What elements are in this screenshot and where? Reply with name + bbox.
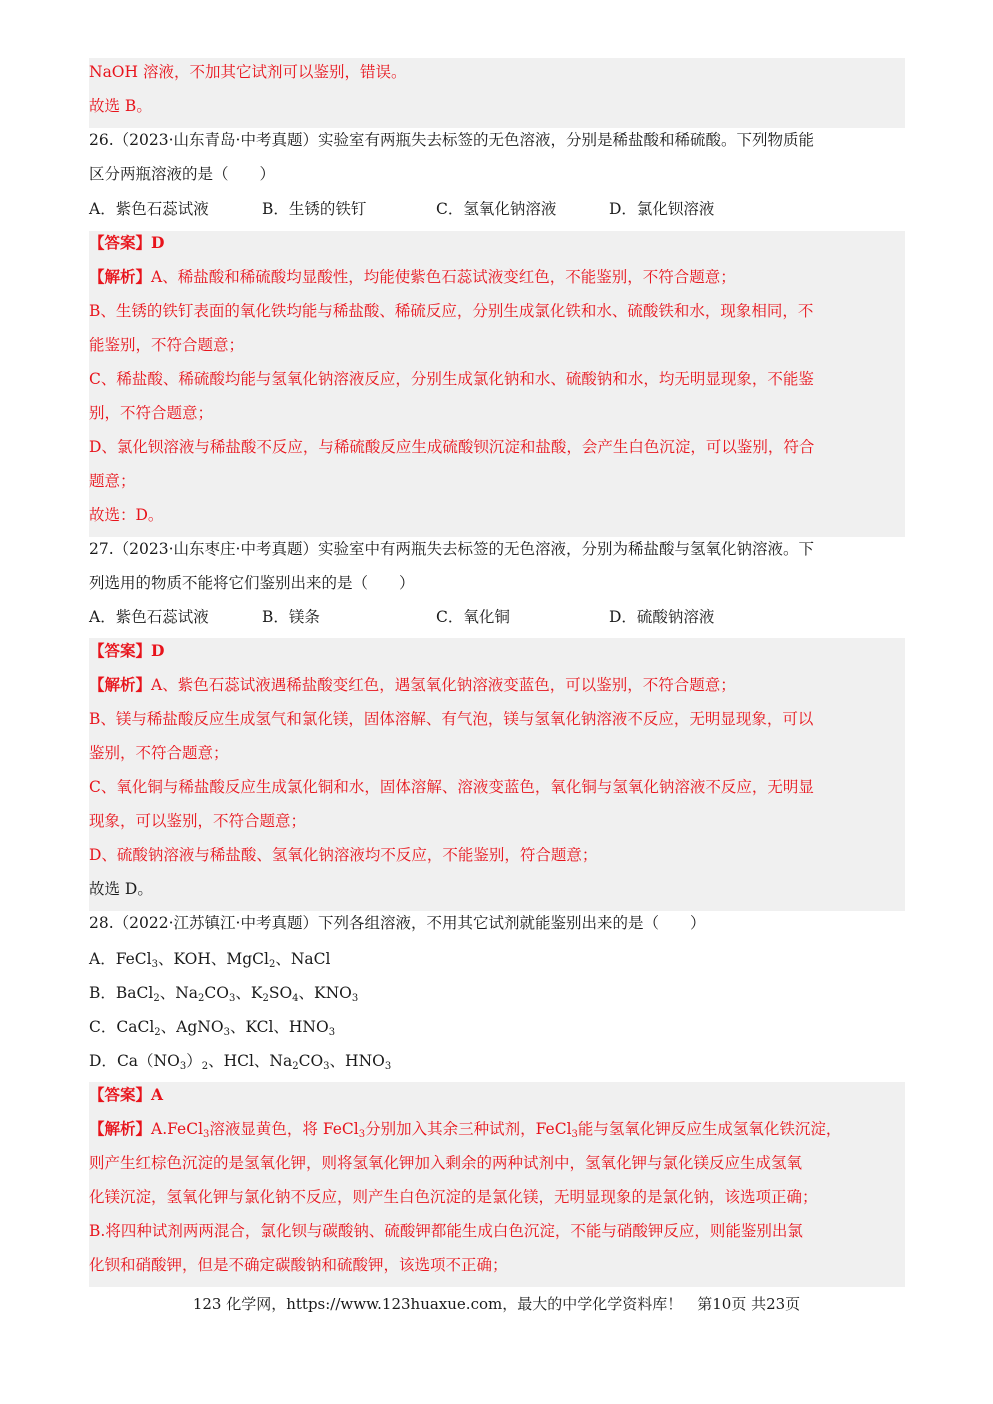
subscript: 3 (228, 993, 236, 1004)
subscript: 2 (201, 1061, 209, 1072)
analysis-28-line-5: 化钡和硝酸钾，但是不确定碳酸钠和硫酸钾，该选项不正确； (89, 1256, 508, 1274)
option-label: C． (89, 1018, 117, 1036)
subscript: 3 (179, 1061, 187, 1072)
formula: 、K (235, 984, 263, 1002)
analysis-line: NaOH 溶液，不加其它试剂可以鉴别，错误。 (89, 63, 407, 81)
analysis-26-line-2: B、生锈的铁钉表面的氧化铁均能与稀盐酸、稀硫反应，分别生成氯化铁和水、硫酸铁和水，现象相同，不 (89, 302, 814, 320)
option-c (89, 1010, 335, 1044)
conclusion-27: 故选 D。 (89, 880, 153, 898)
analysis-26-line-3: 能鉴别，不符合题意； (89, 336, 245, 354)
subscript: 3 (323, 1061, 330, 1072)
subscript: 3 (351, 993, 359, 1004)
formula: 、HCl、Na (208, 1052, 293, 1070)
analysis-text: 分别加入其余三种试剂，FeCl (365, 1120, 572, 1138)
analysis-label: 【解析】 (89, 1119, 152, 1138)
formula: CO (298, 1052, 324, 1070)
formula: BaCl (115, 984, 154, 1002)
answer-28: 【答案】A (89, 1085, 164, 1104)
option-a: A．紫色石蕊试液 (89, 200, 209, 218)
question-27-stem-cont: 列选用的物质不能将它们鉴别出来的是（ ） (89, 574, 415, 592)
analysis-26-line-4: C、稀盐酸、稀硫酸均能与氢氧化钠溶液反应，分别生成氯化钠和水、硫酸钠和水，均无明显现象，不能鉴 (89, 370, 814, 388)
analysis-27-line-1 (89, 668, 736, 702)
analysis-27-line-4: C、氧化铜与稀盐酸反应生成氯化铜和水，固体溶解、溶液变蓝色，氧化铜与氢氧化钠溶液不反应，无明显 (89, 778, 814, 796)
option-label: A． (89, 950, 116, 968)
question-28-stem: 28.（2022·江苏镇江·中考真题）下列各组溶液，不用其它试剂就能鉴别出来的是（ ） (89, 914, 706, 932)
subscript: 3 (328, 1027, 336, 1038)
analysis-label: 【解析】 (89, 675, 152, 694)
analysis-28-line-1 (89, 1112, 841, 1146)
option-b: B．镁条 (262, 608, 320, 626)
option-b (89, 976, 358, 1010)
analysis-28-line-3: 化镁沉淀，氢氧化钾与氯化钠不反应，则产生白色沉淀的是氯化镁，无明显现象的是氯化钠，该选项正确； (89, 1188, 818, 1206)
formula: 、KOH、MgCl (157, 950, 269, 968)
formula: FeCl (115, 950, 152, 968)
formula: 、AgNO (160, 1018, 224, 1036)
analysis-text: A、紫色石蕊试液遇稀盐酸变红色，遇氢氧化钠溶液变蓝色，可以鉴别，不符合题意； (151, 676, 736, 694)
analysis-27-line-3: 鉴别，不符合题意； (89, 744, 229, 762)
formula: 、KCl、HNO (229, 1018, 329, 1036)
page-footer: 123 化学网，https://www.123huaxue.com，最大的中学化学资料库！ 第10页 共23页 (192, 1295, 801, 1313)
option-c: C．氧化铜 (436, 608, 510, 626)
option-a: A．紫色石蕊试液 (89, 608, 209, 626)
option-label: B． (89, 984, 116, 1002)
formula: 、NaCl (275, 950, 331, 968)
analysis-text: A.FeCl (151, 1120, 204, 1138)
question-26-stem: 26.（2023·山东青岛·中考真题）实验室有两瓶失去标签的无色溶液，分别是稀盐酸和稀硫酸。下列物质能 (89, 131, 814, 149)
analysis-26-line-5: 别，不符合题意； (89, 404, 214, 422)
analysis-label: 【解析】 (89, 267, 152, 286)
formula: 、KNO (298, 984, 352, 1002)
analysis-26-line-7: 题意； (89, 472, 136, 490)
analysis-27-line-5: 现象，可以鉴别，不符合题意； (89, 812, 307, 830)
option-label: D． (89, 1052, 117, 1070)
subscript: 3 (358, 1129, 366, 1140)
subscript: 3 (384, 1061, 392, 1072)
analysis-27-line-6: D、硫酸钠溶液与稀盐酸、氢氧化钠溶液均不反应，不能鉴别，符合题意； (89, 846, 598, 864)
option-c: C．氢氧化钠溶液 (436, 200, 557, 218)
subscript: 3 (223, 1027, 230, 1038)
option-d: D．氯化钡溶液 (609, 200, 715, 218)
subscript: 4 (292, 993, 299, 1004)
subscript: 3 (151, 959, 158, 970)
analysis-28-line-2: 则产生红棕色沉淀的是氢氧化钾，则将氢氧化钾加入剩余的两种试剂中，氢氧化钾与氯化镁反应生成氢氧 (89, 1154, 803, 1172)
option-b: B．生锈的铁钉 (262, 200, 367, 218)
formula: SO (268, 984, 293, 1002)
analysis-text: 能与氢氧化钾反应生成氢氧化铁沉淀， (577, 1120, 842, 1138)
analysis-27-line-2: B、镁与稀盐酸反应生成氢气和氯化镁，固体溶解、有气泡，镁与氢氧化钠溶液不反应，无明显现象，可以 (89, 710, 814, 728)
formula: ） (186, 1052, 202, 1070)
question-27-stem: 27.（2023·山东枣庄·中考真题）实验室中有两瓶失去标签的无色溶液，分别为稀盐酸与氢氧化钠溶液。下 (89, 540, 814, 558)
formula: 、Na (159, 984, 199, 1002)
conclusion-26: 故选：D。 (89, 506, 164, 524)
answer-26: 【答案】D (89, 233, 165, 252)
question-26-options (89, 192, 905, 226)
subscript: 2 (153, 993, 160, 1004)
conclusion-line: 故选 B。 (89, 97, 152, 115)
subscript: 2 (154, 1027, 161, 1038)
question-27-options (89, 600, 905, 634)
formula: CO (204, 984, 229, 1002)
subscript: 2 (262, 993, 269, 1004)
analysis-text: A、稀盐酸和稀硫酸均显酸性，均能使紫色石蕊试液变红色，不能鉴别，不符合题意； (151, 268, 736, 286)
formula: 、HNO (329, 1052, 385, 1070)
option-d: D．硫酸钠溶液 (609, 608, 715, 626)
subscript: 2 (198, 993, 205, 1004)
question-26-stem-cont: 区分两瓶溶液的是（ ） (89, 165, 276, 183)
answer-27: 【答案】D (89, 641, 165, 660)
subscript: 3 (571, 1129, 578, 1140)
analysis-28-line-4: B.将四种试剂两两混合，氯化钡与碳酸钠、硫酸钾都能生成白色沉淀，不能与硝酸钾反应，则能鉴别出氯 (89, 1222, 803, 1240)
formula: CaCl (116, 1018, 155, 1036)
option-d (89, 1044, 391, 1078)
analysis-26-line-1 (89, 260, 736, 294)
option-a (89, 942, 330, 976)
subscript: 2 (292, 1061, 299, 1072)
formula: Ca（NO (116, 1052, 180, 1070)
subscript: 3 (203, 1129, 210, 1140)
analysis-26-line-6: D、氯化钡溶液与稀盐酸不反应，与稀硫酸反应生成硫酸钡沉淀和盐酸，会产生白色沉淀，可以鉴别，符合 (89, 438, 815, 456)
analysis-text: 溶液显黄色，将 FeCl (209, 1120, 359, 1138)
subscript: 2 (268, 959, 276, 970)
